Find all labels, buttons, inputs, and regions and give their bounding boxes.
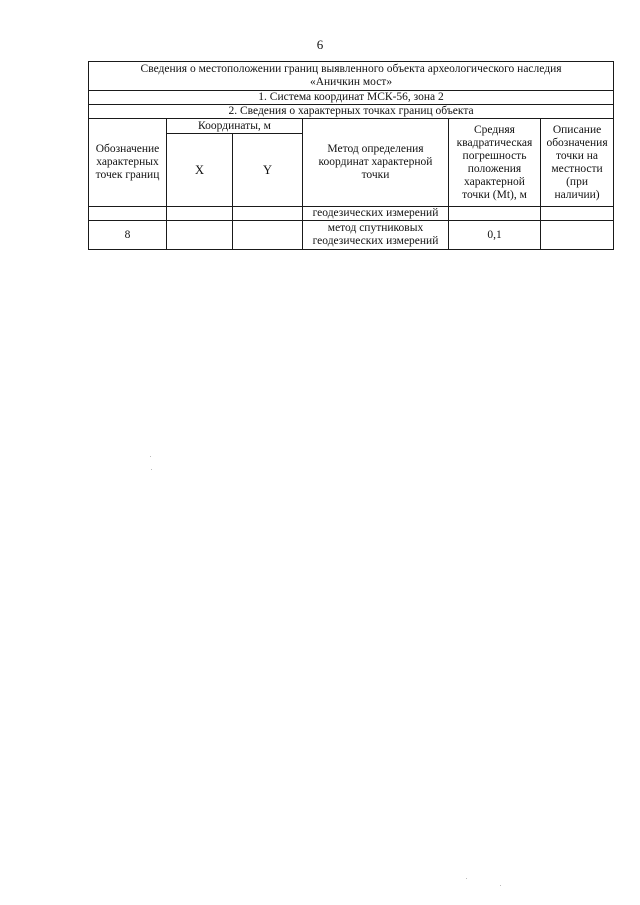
cell-empty bbox=[233, 207, 303, 221]
coordinate-system-row bbox=[89, 91, 614, 105]
boundary-points-table bbox=[88, 61, 614, 250]
coordinate-system-label: 1. Система координат МСК-56, зона 2 bbox=[89, 91, 614, 105]
table-row bbox=[89, 221, 614, 250]
table-title-line2: «Аничкин мост» bbox=[309, 76, 393, 88]
table-title-row bbox=[89, 62, 614, 91]
cell-empty bbox=[89, 207, 167, 221]
continuation-method: геодезических измерений bbox=[303, 207, 449, 221]
scan-speck bbox=[466, 878, 467, 879]
cell-empty bbox=[449, 207, 541, 221]
point-y bbox=[233, 221, 303, 250]
point-method: метод спутниковых геодезических измерений bbox=[303, 221, 449, 250]
points-section-label: 2. Сведения о характерных точках границ объекта bbox=[89, 105, 614, 119]
header-designation: Обозначение характерных точек границ bbox=[89, 119, 167, 207]
scan-speck bbox=[500, 885, 501, 886]
table-title-line1: Сведения о местоположении границ выявленного объекта археологического наследия bbox=[140, 63, 562, 75]
continuation-row bbox=[89, 207, 614, 221]
header-method: Метод определения координат характерной точки bbox=[303, 119, 449, 207]
header-error: Средняя квадратическая погрешность положения характерной точки (Mt), м bbox=[449, 119, 541, 207]
point-description bbox=[541, 221, 614, 250]
point-number: 8 bbox=[89, 221, 167, 250]
table-title bbox=[89, 62, 614, 91]
point-error: 0,1 bbox=[449, 221, 541, 250]
cell-empty bbox=[167, 207, 233, 221]
scan-speck bbox=[150, 456, 151, 457]
point-x bbox=[167, 221, 233, 250]
points-section-row bbox=[89, 105, 614, 119]
header-coordinates: Координаты, м bbox=[167, 119, 303, 134]
header-y: Y bbox=[233, 134, 303, 207]
scan-speck bbox=[151, 469, 152, 470]
header-description: Описание обозначения точки на местности (при наличии) bbox=[541, 119, 614, 207]
cell-empty bbox=[541, 207, 614, 221]
page-number: 6 bbox=[316, 37, 324, 52]
header-row-1 bbox=[89, 119, 614, 134]
header-x: X bbox=[167, 134, 233, 207]
